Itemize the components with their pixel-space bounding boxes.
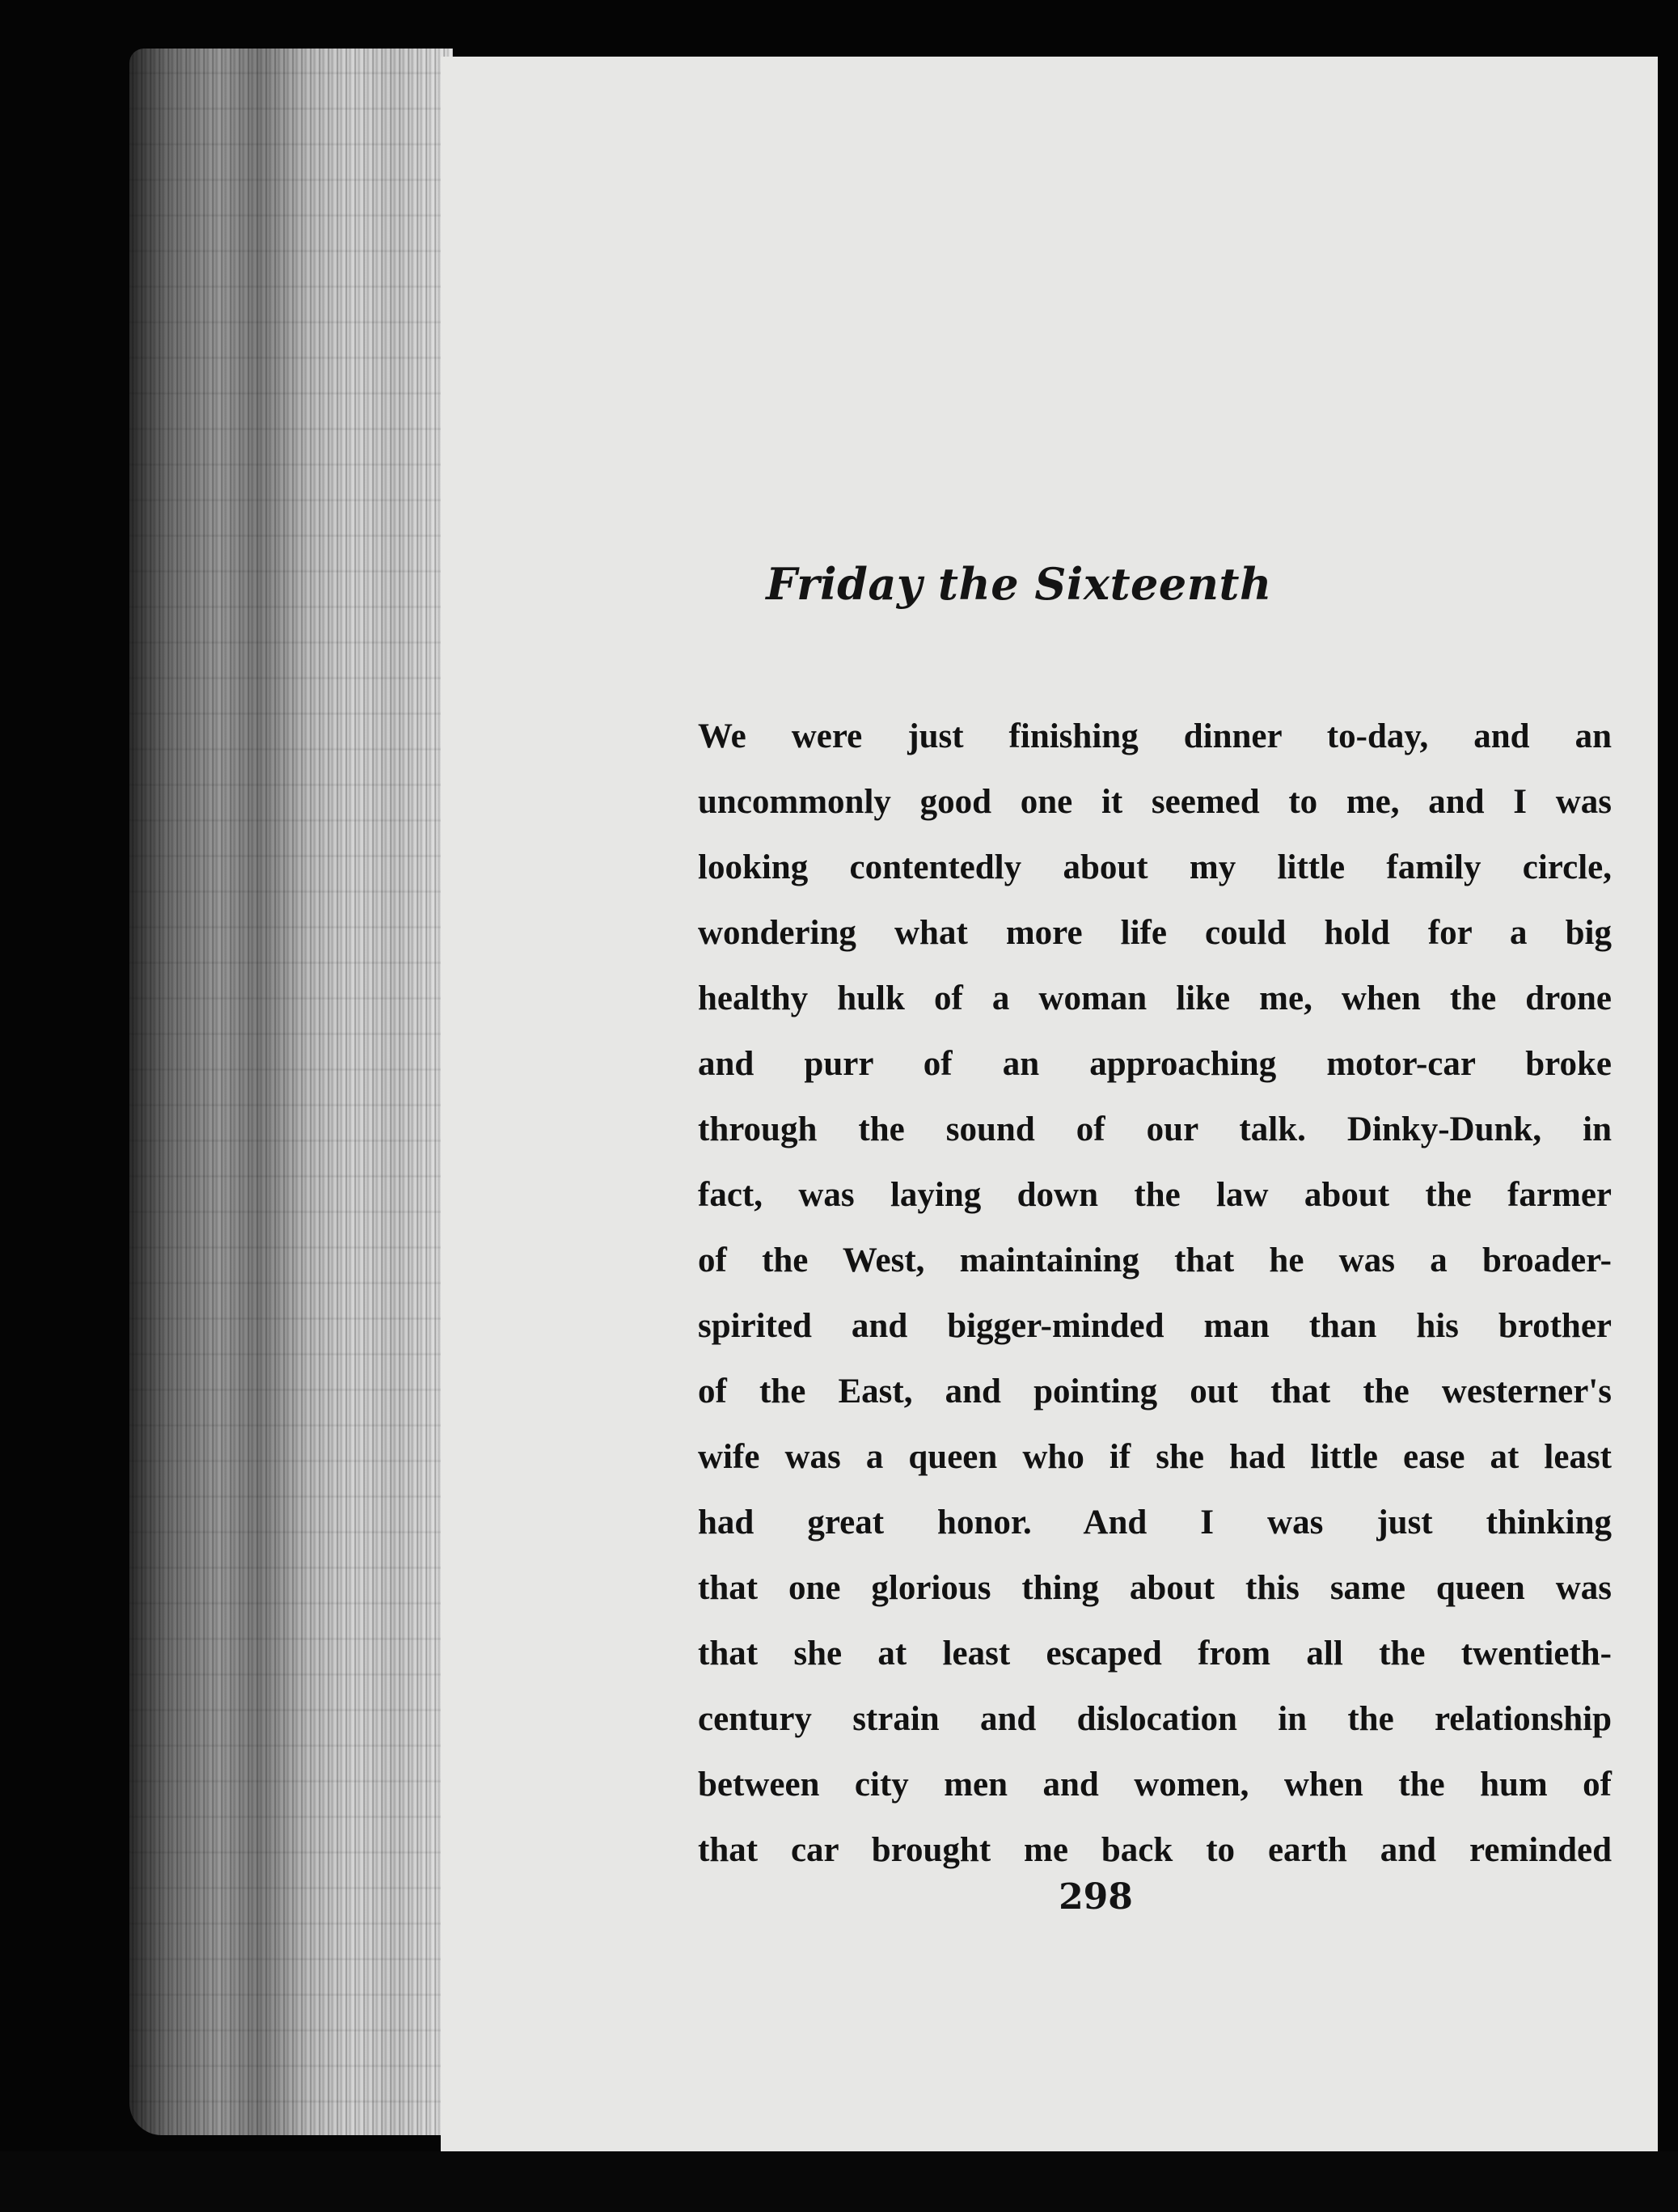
body-paragraph <box>698 704 1612 1883</box>
text-line: had great honor. And I was just thinking <box>698 1504 1612 1542</box>
page-content <box>441 57 1658 2151</box>
text-line: that car brought me back to earth and reminded <box>698 1831 1612 1869</box>
text-line: between city men and women, when the hum of <box>698 1766 1612 1804</box>
scanner-bottom-edge <box>0 2151 1678 2212</box>
book-page-edges <box>129 49 453 2135</box>
page-number: 298 <box>1059 1876 1133 1918</box>
text-line: uncommonly good one it seemed to me, and I was <box>698 783 1612 821</box>
text-line: wondering what more life could hold for a big <box>698 914 1612 952</box>
text-line: and purr of an approaching motor-car broke <box>698 1045 1612 1083</box>
text-line: of the West, maintaining that he was a broader- <box>698 1241 1612 1279</box>
text-line: through the sound of our talk. Dinky-Dunk, in <box>698 1110 1612 1148</box>
text-line: healthy hulk of a woman like me, when the drone <box>698 979 1612 1017</box>
text-line: wife was a queen who if she had little ease at least <box>698 1438 1612 1476</box>
text-line: that she at least escaped from all the twentieth- <box>698 1635 1612 1673</box>
chapter-title: Friday the Sixteenth <box>766 558 1272 610</box>
text-line: looking contentedly about my little family circle, <box>698 848 1612 886</box>
text-line: We were just finishing dinner to-day, and an <box>698 717 1612 755</box>
text-line: that one glorious thing about this same queen was <box>698 1569 1612 1607</box>
text-line: of the East, and pointing out that the westerner's <box>698 1372 1612 1411</box>
text-line: century strain and dislocation in the relationship <box>698 1700 1612 1738</box>
text-line: spirited and bigger-minded man than his brother <box>698 1307 1612 1345</box>
book-page <box>441 57 1658 2151</box>
text-line: fact, was laying down the law about the farmer <box>698 1176 1612 1214</box>
